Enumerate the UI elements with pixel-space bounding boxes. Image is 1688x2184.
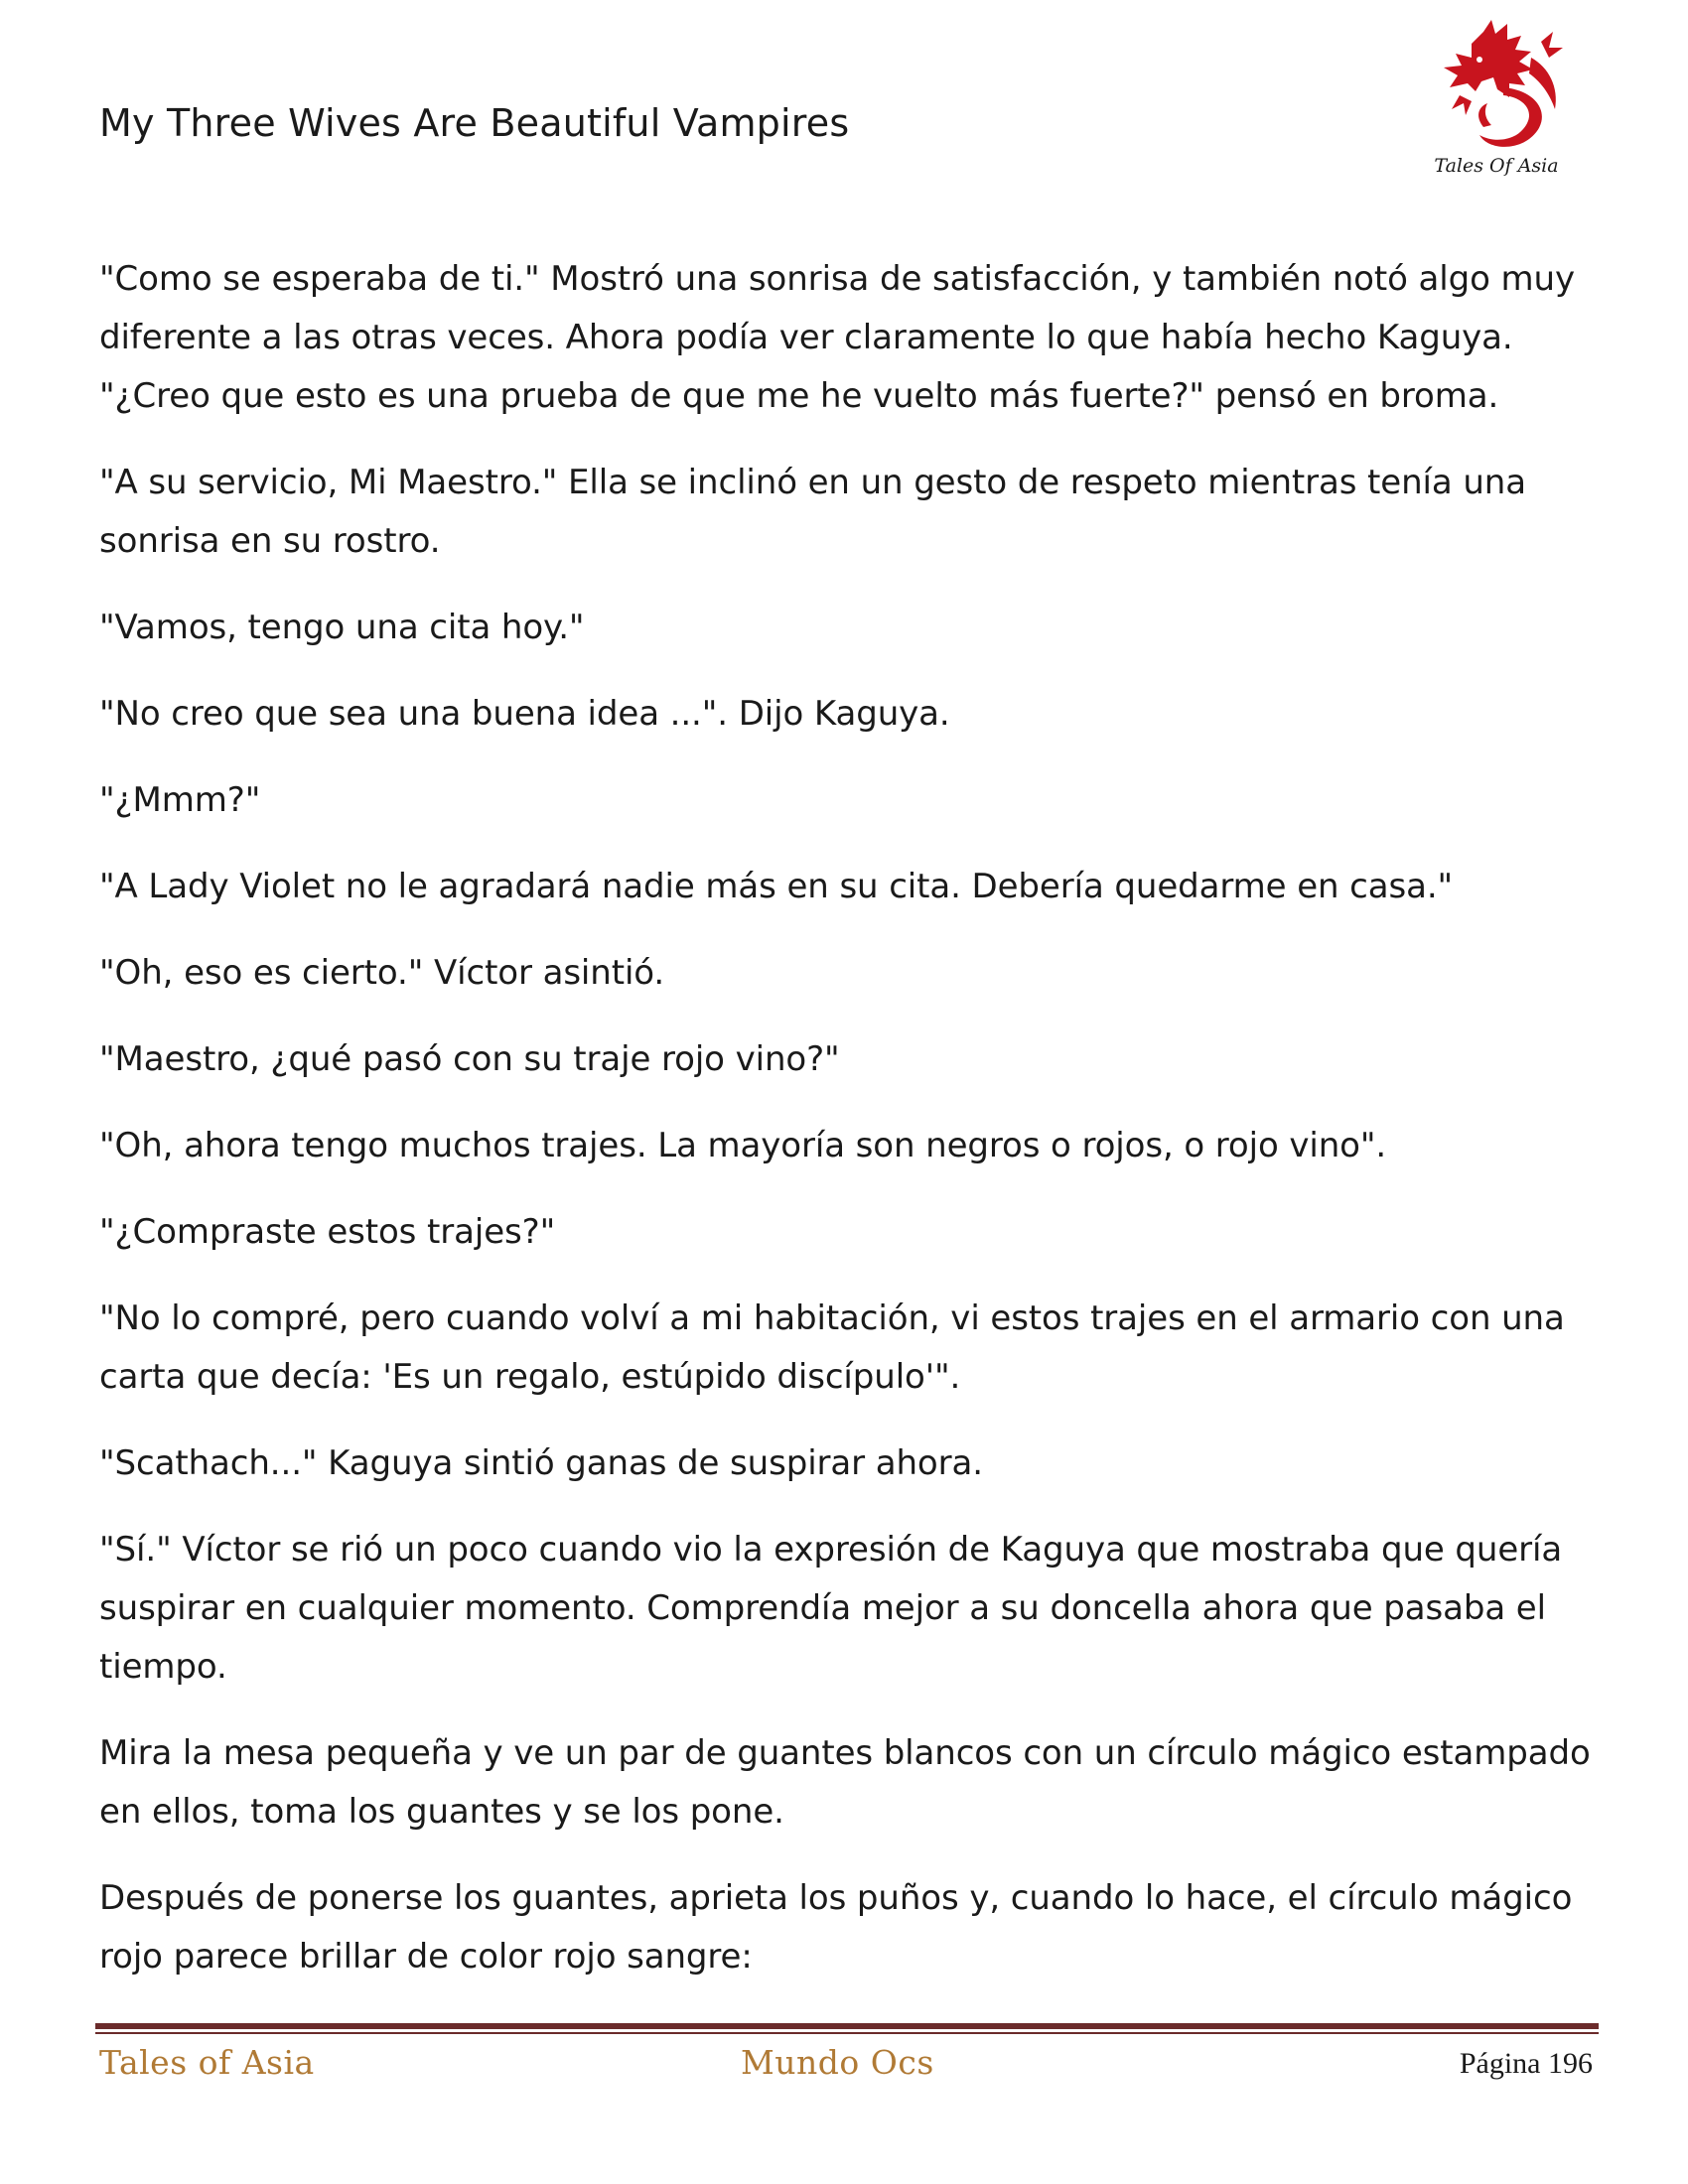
paragraph: "Scathach..." Kaguya sintió ganas de suspirar ahora. [99, 1443, 983, 1483]
footer-rule-thin [95, 2032, 1599, 2034]
paragraph: "Oh, ahora tengo muchos trajes. La mayoría son negros o rojos, o rojo vino". [99, 1126, 1387, 1165]
paragraph: "Vamos, tengo una cita hoy." [99, 608, 585, 647]
page-number: Página 196 [1459, 2047, 1593, 2080]
paragraph: Después de ponerse los guantes, aprieta los puños y, cuando lo hace, el círculo mágico rojo parece brillar de color rojo sangre: [99, 1878, 1573, 1977]
chapter-body [99, 250, 1604, 2014]
paragraph: "Como se esperaba de ti." Mostró una sonrisa de satisfacción, y también notó algo muy diferente a las otras veces. Ahora podía ver claramente lo que había hecho Kaguya. "¿Creo que esto es una prueba de que me he vuelto más fuerte?" pensó en broma. [99, 259, 1575, 416]
paragraph: "No lo compré, pero cuando volví a mi habitación, vi estos trajes en el armario con una carta que decía: 'Es un regalo, estúpido discípulo'". [99, 1298, 1565, 1397]
paragraph: "¿Mmm?" [99, 780, 261, 820]
paragraph: "A Lady Violet no le agradará nadie más en su cita. Debería quedarme en casa." [99, 867, 1454, 906]
dragon-icon [1422, 18, 1571, 157]
paragraph: "A su servicio, Mi Maestro." Ella se inclinó en un gesto de respeto mientras tenía una sonrisa en su rostro. [99, 463, 1526, 561]
book-title: My Three Wives Are Beautiful Vampires [99, 101, 850, 145]
logo-text: Tales Of Asia [1434, 155, 1559, 177]
footer-group-name: Mundo Ocs [741, 2043, 934, 2082]
footer-rule-thick [95, 2023, 1599, 2029]
paragraph: "Sí." Víctor se rió un poco cuando vio la expresión de Kaguya que mostraba que quería suspirar en cualquier momento. Comprendía mejor a su doncella ahora que pasaba el tiempo. [99, 1530, 1563, 1687]
paragraph: "Oh, eso es cierto." Víctor asintió. [99, 953, 665, 993]
tales-of-asia-logo [1422, 18, 1571, 185]
paragraph: Mira la mesa pequeña y ve un par de guantes blancos con un círculo mágico estampado en ellos, toma los guantes y se los pone. [99, 1733, 1591, 1832]
footer-divider [95, 2023, 1599, 2034]
paragraph: "¿Compraste estos trajes?" [99, 1212, 556, 1252]
footer-site-name: Tales of Asia [99, 2043, 315, 2082]
paragraph: "No creo que sea una buena idea ...". Dijo Kaguya. [99, 694, 950, 734]
paragraph: "Maestro, ¿qué pasó con su traje rojo vino?" [99, 1039, 840, 1079]
